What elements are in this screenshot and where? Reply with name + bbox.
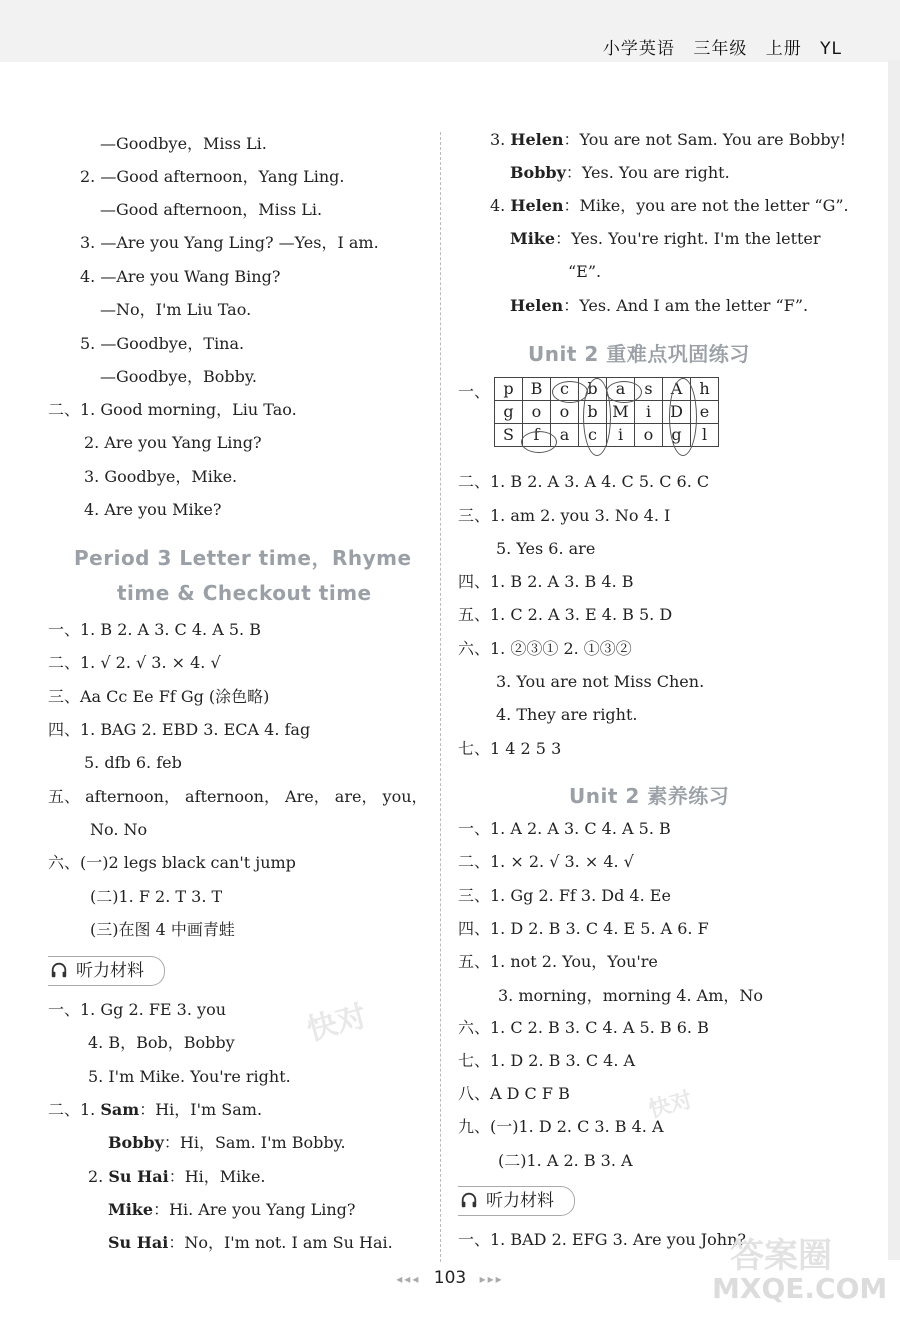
right-line bbox=[510, 162, 730, 184]
answer-text: 4. They are right. bbox=[496, 705, 638, 724]
left-line bbox=[48, 619, 261, 641]
answer-text: 3. morning，morning 4. Am，No bbox=[498, 986, 763, 1005]
right-line bbox=[490, 195, 849, 217]
speaker-name: Mike bbox=[510, 229, 556, 248]
answer-text: —No，I'm Liu Tao. bbox=[100, 300, 252, 319]
headphones-icon bbox=[460, 1191, 478, 1209]
watermark-kuaidui-2: 快对 bbox=[646, 1087, 696, 1124]
grid-cell: c bbox=[579, 424, 607, 447]
answer-text: 5. —Goodbye，Tina. bbox=[80, 334, 245, 353]
grid-cell: D bbox=[663, 401, 691, 424]
dialogue-text: ：Hi，I'm Sam. bbox=[139, 1100, 263, 1119]
watermark-site: MXQE.COM bbox=[712, 1272, 888, 1305]
left-line bbox=[100, 299, 251, 321]
headphones-icon bbox=[50, 961, 68, 979]
right-line bbox=[458, 505, 670, 527]
grid-cell: b bbox=[579, 378, 607, 401]
speaker-name: Su Hai bbox=[108, 1167, 169, 1186]
dialogue-text: ：Mike，you are not the letter “G”. bbox=[563, 196, 849, 215]
grid-cell: l bbox=[691, 424, 719, 447]
left-line bbox=[90, 886, 222, 908]
section-title: Unit 2 重难点巩固练习 bbox=[528, 342, 750, 366]
answer-text: 4. —Are you Wang Bing? bbox=[80, 267, 281, 286]
answer-text: No. No bbox=[90, 820, 148, 839]
answer-text: 八、A D C F B bbox=[458, 1084, 570, 1103]
answer-text: 二、1. × 2. √ 3. × 4. √ bbox=[458, 852, 634, 871]
grid-question-label: 一、 bbox=[458, 382, 491, 401]
answer-text: 四、1. B 2. A 3. B 4. B bbox=[458, 572, 634, 591]
answer-circle bbox=[521, 431, 557, 453]
grid-cell: i bbox=[635, 401, 663, 424]
right-line bbox=[458, 1017, 709, 1039]
answer-circle bbox=[552, 381, 588, 403]
listening-material-label: 听力材料 bbox=[76, 961, 144, 981]
answer-text: 3. bbox=[490, 130, 511, 149]
answer-text: 3. Goodbye，Mike. bbox=[84, 467, 238, 486]
watermark-kuaidui: 快对 bbox=[303, 998, 371, 1049]
left-line bbox=[80, 266, 280, 288]
right-line bbox=[490, 129, 846, 151]
speaker-name: Helen bbox=[510, 296, 564, 315]
header-term: 上册 bbox=[765, 39, 802, 59]
answer-text: 七、1. D 2. B 3. C 4. A bbox=[458, 1051, 636, 1070]
left-line bbox=[48, 786, 428, 808]
left-line bbox=[84, 499, 221, 521]
right-line bbox=[458, 571, 634, 593]
left-line bbox=[48, 999, 226, 1021]
answer-text: 3. You are not Miss Chen. bbox=[496, 672, 705, 691]
grid-cell: M bbox=[607, 401, 635, 424]
right-line bbox=[458, 918, 709, 940]
left-line bbox=[100, 133, 267, 155]
grid-cell: i bbox=[607, 424, 635, 447]
left-line bbox=[80, 232, 379, 254]
left-line bbox=[88, 1032, 235, 1054]
answer-text: 4. bbox=[490, 196, 511, 215]
answer-text: 四、1. BAG 2. EBD 3. ECA 4. fag bbox=[48, 720, 311, 739]
answer-text: —Good afternoon，Miss Li. bbox=[100, 200, 323, 219]
running-header bbox=[591, 34, 842, 59]
answer-text: 二、1. √ 2. √ 3. × 4. √ bbox=[48, 653, 221, 672]
listening-material-tab bbox=[458, 1186, 575, 1216]
right-line bbox=[496, 704, 638, 726]
dialogue-text: ：No，I'm not. I am Su Hai. bbox=[168, 1233, 393, 1252]
speaker-name: Sam bbox=[100, 1100, 140, 1119]
right-line bbox=[458, 1116, 664, 1138]
answer-text: —Goodbye，Bobby. bbox=[100, 367, 257, 386]
answer-text: 五、1. C 2. A 3. E 4. B 5. D bbox=[458, 605, 673, 624]
grid-cell: e bbox=[691, 401, 719, 424]
left-line bbox=[48, 652, 221, 674]
left-line bbox=[90, 919, 235, 941]
right-line bbox=[458, 951, 658, 973]
answer-text: 3. —Are you Yang Ling? —Yes，I am. bbox=[80, 233, 379, 252]
left-line bbox=[84, 466, 237, 488]
answer-circle bbox=[583, 378, 611, 456]
answer-text: 六、1. ②③① 2. ①③② bbox=[458, 639, 632, 658]
right-line bbox=[510, 228, 821, 250]
footer-left-arrows-icon: ◂◂◂ bbox=[396, 1272, 421, 1286]
footer-right-arrows-icon: ▸▸▸ bbox=[479, 1272, 504, 1286]
answer-circle bbox=[606, 381, 642, 403]
right-line bbox=[458, 1229, 746, 1251]
dialogue-text: ：Yes. You are right. bbox=[565, 163, 730, 182]
right-line bbox=[458, 471, 709, 493]
right-line bbox=[458, 1050, 635, 1072]
answer-text: 4. B，Bob，Bobby bbox=[88, 1033, 235, 1052]
section-title: Period 3 Letter time，Rhyme bbox=[74, 546, 412, 570]
grid-cell: A bbox=[663, 378, 691, 401]
page-number: 103 bbox=[433, 1268, 467, 1288]
right-line bbox=[458, 818, 671, 840]
answer-text: 四、1. D 2. B 3. C 4. E 5. A 6. F bbox=[458, 919, 709, 938]
grid-cell: S bbox=[495, 424, 523, 447]
right-line bbox=[458, 851, 634, 873]
grid-cell: g bbox=[663, 424, 691, 447]
speaker-name: Helen bbox=[510, 196, 564, 215]
left-line bbox=[88, 1066, 291, 1088]
right-line bbox=[498, 985, 763, 1007]
grid-cell: a bbox=[551, 424, 579, 447]
grid-cell: s bbox=[635, 378, 663, 401]
answer-text: 五、 afternoon， afternoon， Are， are， you， bbox=[48, 787, 428, 806]
answer-text: 六、(一)2 legs black can't jump bbox=[48, 853, 296, 872]
answer-text: 六、1. C 2. B 3. C 4. A 5. B 6. B bbox=[458, 1018, 709, 1037]
column-divider bbox=[440, 132, 441, 1262]
right-line bbox=[458, 738, 561, 760]
left-line bbox=[100, 366, 257, 388]
answer-text: 九、(一)1. D 2. C 3. B 4. A bbox=[458, 1117, 664, 1136]
answer-text: 2. Are you Yang Ling? bbox=[84, 433, 262, 452]
left-line bbox=[48, 852, 296, 874]
speaker-name: Bobby bbox=[510, 163, 566, 182]
page-footer bbox=[0, 1268, 900, 1288]
grid-cell: h bbox=[691, 378, 719, 401]
left-line bbox=[80, 333, 244, 355]
left-line bbox=[84, 432, 262, 454]
header-edition: YL bbox=[820, 39, 842, 59]
left-line bbox=[48, 686, 269, 708]
left-line bbox=[48, 399, 297, 421]
answer-text: 二、1. Good morning，Liu Tao. bbox=[48, 400, 297, 419]
answer-text: (二)1. F 2. T 3. T bbox=[90, 887, 223, 906]
dialogue-text: ：Yes. And I am the letter “F”. bbox=[563, 296, 809, 315]
grid-cell: a bbox=[607, 378, 635, 401]
speaker-name: Su Hai bbox=[108, 1233, 169, 1252]
grid-cell: o bbox=[523, 401, 551, 424]
section-title: time & Checkout time bbox=[117, 581, 372, 605]
left-line bbox=[88, 1166, 266, 1188]
left-line bbox=[48, 719, 310, 741]
dialogue-text: ：Yes. You're right. I'm the letter bbox=[555, 229, 821, 248]
answer-text: 五、1. not 2. You，You're bbox=[458, 952, 658, 971]
right-line bbox=[496, 538, 595, 560]
dialogue-text: ：Hi，Sam. I'm Bobby. bbox=[163, 1133, 346, 1152]
dialogue-text: ：Hi. Are you Yang Ling? bbox=[153, 1200, 356, 1219]
listening-material-label: 听力材料 bbox=[486, 1191, 554, 1211]
header-subject: 小学英语 bbox=[602, 39, 675, 59]
speaker-name: Bobby bbox=[108, 1133, 164, 1152]
answer-text: 2. —Good afternoon，Yang Ling. bbox=[80, 167, 345, 186]
speaker-name: Mike bbox=[108, 1200, 154, 1219]
header-grade: 三年级 bbox=[693, 39, 748, 59]
left-line bbox=[108, 1232, 393, 1254]
answer-text: 一、1. B 2. A 3. C 4. A 5. B bbox=[48, 620, 261, 639]
answer-text: 七、1 4 2 5 3 bbox=[458, 739, 562, 758]
listening-material-tab bbox=[48, 956, 165, 986]
answer-circle bbox=[669, 378, 697, 456]
grid-cell: o bbox=[635, 424, 663, 447]
answer-text: 一、1. BAD 2. EFG 3. Are you John? bbox=[458, 1230, 746, 1249]
answer-text: —Goodbye，Miss Li. bbox=[100, 134, 267, 153]
right-line bbox=[498, 1150, 633, 1172]
speaker-name: Helen bbox=[510, 130, 564, 149]
left-line bbox=[90, 819, 147, 841]
answer-text: 5. dfb 6. feb bbox=[84, 753, 182, 772]
grid-cell: B bbox=[523, 378, 551, 401]
answer-text: 二、1. B 2. A 3. A 4. C 5. C 6. C bbox=[458, 472, 710, 491]
answer-text: 一、1. Gg 2. FE 3. you bbox=[48, 1000, 227, 1019]
grid-cell: b bbox=[579, 401, 607, 424]
left-line bbox=[100, 199, 322, 221]
right-line bbox=[458, 1083, 570, 1105]
grid-cell: c bbox=[551, 378, 579, 401]
right-line bbox=[458, 638, 632, 660]
right-line bbox=[568, 261, 601, 283]
answer-text: 一、1. A 2. A 3. C 4. A 5. B bbox=[458, 819, 671, 838]
left-line bbox=[84, 752, 182, 774]
right-line bbox=[496, 671, 704, 693]
answer-text: 三、Aa Cc Ee Ff Gg (涂色略) bbox=[48, 687, 270, 706]
answer-text: “E”. bbox=[568, 262, 602, 281]
right-line bbox=[458, 604, 672, 626]
right-line bbox=[458, 885, 671, 907]
answer-text: 三、1. am 2. you 3. No 4. I bbox=[458, 506, 671, 525]
left-line bbox=[108, 1199, 356, 1221]
page-edge-strip bbox=[888, 60, 900, 1260]
answer-text: 4. Are you Mike? bbox=[84, 500, 222, 519]
answer-text: 5. I'm Mike. You're right. bbox=[88, 1067, 291, 1086]
answer-text: 5. Yes 6. are bbox=[496, 539, 596, 558]
grid-cell: o bbox=[551, 401, 579, 424]
dialogue-text: ：You are not Sam. You are Bobby! bbox=[563, 130, 847, 149]
right-line bbox=[510, 295, 808, 317]
left-line bbox=[80, 166, 344, 188]
grid-cell: g bbox=[495, 401, 523, 424]
answer-text: 二、1. bbox=[48, 1100, 101, 1119]
dialogue-text: ：Hi，Mike. bbox=[168, 1167, 266, 1186]
grid-cell: f bbox=[523, 424, 551, 447]
answer-text: (三)在图 4 中画青蛙 bbox=[90, 920, 235, 939]
left-line bbox=[48, 1099, 262, 1121]
section-title: Unit 2 素养练习 bbox=[569, 784, 730, 808]
left-line bbox=[108, 1132, 346, 1154]
answer-text: 2. bbox=[88, 1167, 109, 1186]
watermark-brand: 答案圈 bbox=[730, 1236, 832, 1276]
answer-text: (二)1. A 2. B 3. A bbox=[498, 1151, 633, 1170]
grid-cell: p bbox=[495, 378, 523, 401]
answer-text: 三、1. Gg 2. Ff 3. Dd 4. Ee bbox=[458, 886, 671, 905]
